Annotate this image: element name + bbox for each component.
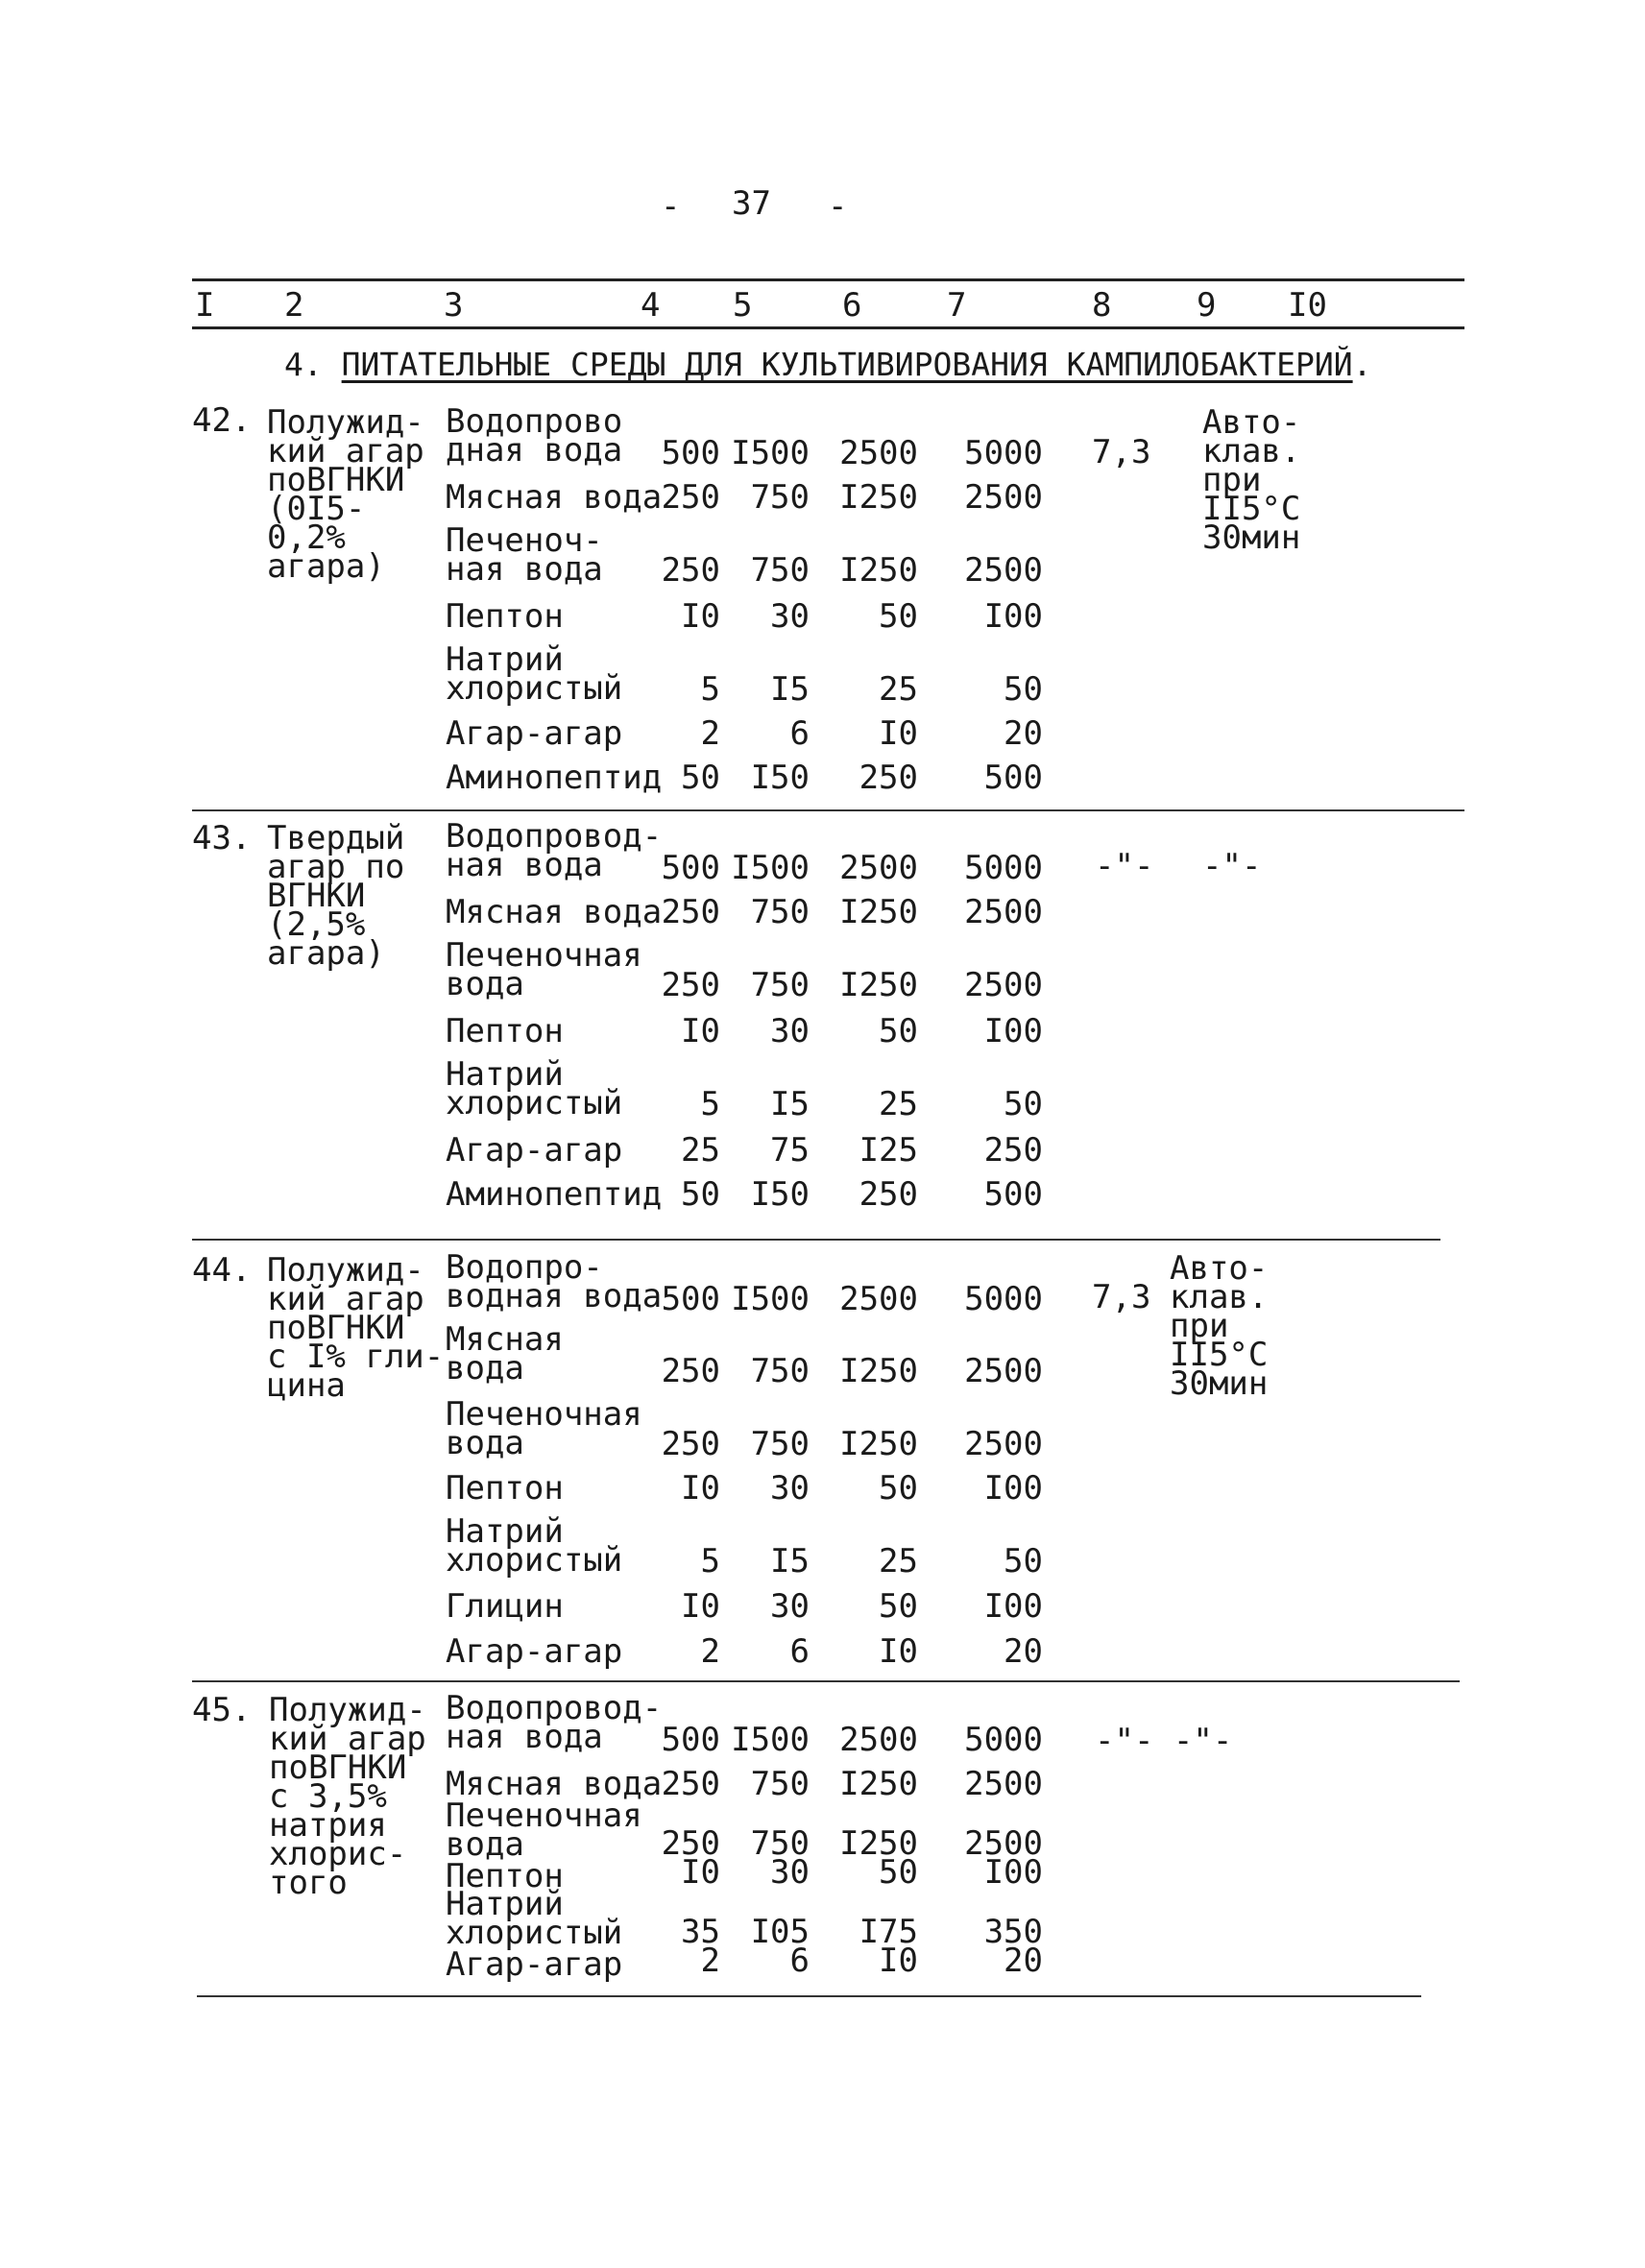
col-header-7: 7 bbox=[947, 286, 967, 325]
cell: 2500 bbox=[964, 551, 1043, 590]
cell: 750 bbox=[750, 551, 810, 590]
cell: I5 bbox=[770, 1085, 810, 1123]
entry-43-name: Твердый агар по ВГНКИ (2,5% агара) bbox=[267, 819, 405, 973]
header-bottom-rule bbox=[192, 326, 1464, 329]
cell: 75 bbox=[770, 1131, 810, 1170]
entry-45-row-3-label: Печеночная вода bbox=[446, 1797, 642, 1864]
cell: 30 bbox=[770, 1587, 810, 1626]
entry-44-name: Полужид- кий агар поВГНКИ с I% гли- цина bbox=[267, 1251, 445, 1405]
cell: 25 bbox=[879, 670, 918, 709]
cell: I250 bbox=[839, 893, 918, 931]
cell: 30 bbox=[770, 1469, 810, 1508]
cell: 50 bbox=[879, 1853, 918, 1892]
page-dash-left: - bbox=[661, 187, 681, 226]
entry-43-sterilization-ditto: -"- bbox=[1202, 847, 1262, 885]
entry-42-number: 42. bbox=[192, 401, 252, 440]
entry-42-row-5-label: Натрий хлористый bbox=[446, 640, 623, 708]
cell: 2500 bbox=[964, 966, 1043, 1004]
cell: 25 bbox=[879, 1085, 918, 1123]
cell: 2500 bbox=[964, 1352, 1043, 1390]
entry-43-ph-ditto: -"- bbox=[1095, 847, 1154, 885]
entry-43-row-2-label: Мясная вода bbox=[446, 893, 663, 931]
cell: 750 bbox=[750, 966, 810, 1004]
cell: 20 bbox=[1004, 714, 1043, 753]
cell: 750 bbox=[750, 1824, 810, 1863]
cell: I0 bbox=[681, 1587, 720, 1626]
cell: 2 bbox=[700, 1942, 720, 1980]
col-header-2: 2 bbox=[284, 286, 304, 325]
page-dash-right: - bbox=[828, 187, 848, 226]
cell: 250 bbox=[661, 893, 720, 931]
entry-45-row-1-label: Водопровод- ная вода bbox=[446, 1689, 663, 1756]
cell: 250 bbox=[661, 1824, 720, 1863]
entry-42-row-6-label: Агар-агар bbox=[446, 714, 623, 753]
cell: 500 bbox=[661, 434, 720, 472]
cell: I00 bbox=[983, 1469, 1043, 1508]
cell: 2500 bbox=[964, 893, 1043, 931]
entry-44-ph: 7,3 bbox=[1092, 1278, 1151, 1316]
section-title: ПИТАТЕЛЬНЫЕ СРЕДЫ ДЛЯ КУЛЬТИВИРОВАНИЯ КАМПИЛОБАКТЕРИЙ bbox=[341, 346, 1353, 383]
cell: 500 bbox=[661, 1280, 720, 1318]
cell: 250 bbox=[661, 966, 720, 1004]
cell: 6 bbox=[789, 1942, 810, 1980]
entry-45-number: 45. bbox=[192, 1691, 252, 1729]
entry-42-name: Полужид- кий агар поВГНКИ (0I5- 0,2% агара) bbox=[267, 403, 424, 586]
cell: 250 bbox=[661, 478, 720, 517]
section-heading bbox=[284, 346, 1372, 383]
entry-separator bbox=[192, 1239, 1440, 1241]
cell: 6 bbox=[789, 1632, 810, 1671]
cell: I0 bbox=[879, 1942, 918, 1980]
entry-separator bbox=[192, 809, 1464, 811]
entry-42-row-7-label: Аминопептид bbox=[446, 759, 663, 797]
entry-45-row-5-label: Натрий хлористый bbox=[446, 1885, 623, 1952]
cell: I05 bbox=[750, 1913, 810, 1951]
cell: 250 bbox=[859, 759, 918, 797]
cell: 250 bbox=[859, 1175, 918, 1214]
cell: I0 bbox=[879, 714, 918, 753]
cell: 50 bbox=[681, 1175, 720, 1214]
section-period: . bbox=[1352, 346, 1372, 383]
col-header-9: 9 bbox=[1197, 286, 1217, 325]
cell: 250 bbox=[661, 1425, 720, 1463]
entry-43-row-7-label: Аминопептид bbox=[446, 1175, 663, 1214]
cell: 750 bbox=[750, 478, 810, 517]
col-header-6: 6 bbox=[842, 286, 862, 325]
entry-44-row-4-label: Пептон bbox=[446, 1469, 564, 1508]
entry-45-row-4-label: Пептон bbox=[446, 1857, 564, 1895]
cell: 500 bbox=[983, 1175, 1043, 1214]
cell: 50 bbox=[1004, 1085, 1043, 1123]
table-bottom-rule bbox=[197, 1995, 1421, 1997]
entry-44-row-6-label: Глицин bbox=[446, 1587, 564, 1626]
cell: I500 bbox=[731, 849, 810, 887]
entry-44-row-2-label: Мясная вода bbox=[446, 1320, 564, 1387]
cell: 20 bbox=[1004, 1942, 1043, 1980]
entry-42-ph: 7,3 bbox=[1092, 433, 1151, 471]
cell: 50 bbox=[1004, 1542, 1043, 1580]
cell: 5000 bbox=[964, 849, 1043, 887]
cell: I25 bbox=[859, 1131, 918, 1170]
cell: 500 bbox=[983, 759, 1043, 797]
cell: 500 bbox=[661, 849, 720, 887]
col-header-1: I bbox=[195, 286, 215, 325]
section-number: 4. bbox=[284, 346, 323, 383]
cell: 2500 bbox=[964, 1824, 1043, 1863]
cell: 5 bbox=[700, 1085, 720, 1123]
cell: 250 bbox=[661, 1352, 720, 1390]
cell: 50 bbox=[681, 759, 720, 797]
page-number: 37 bbox=[732, 184, 771, 223]
entry-44-row-5-label: Натрий хлористый bbox=[446, 1512, 623, 1580]
cell: I500 bbox=[731, 1721, 810, 1759]
cell: 750 bbox=[750, 1352, 810, 1390]
cell: 30 bbox=[770, 597, 810, 636]
entry-43-row-6-label: Агар-агар bbox=[446, 1131, 623, 1170]
cell: 5000 bbox=[964, 1721, 1043, 1759]
cell: I250 bbox=[839, 1425, 918, 1463]
entry-45-name: Полужид- кий агар поВГНКИ с 3,5% натрия хлорис- того bbox=[269, 1691, 426, 1902]
entry-45-ditto: -"- -"- bbox=[1095, 1722, 1233, 1760]
cell: 5000 bbox=[964, 1280, 1043, 1318]
cell: 20 bbox=[1004, 1632, 1043, 1671]
entry-42-row-2-label: Мясная вода bbox=[446, 478, 663, 517]
cell: 50 bbox=[879, 1587, 918, 1626]
cell: I0 bbox=[681, 597, 720, 636]
cell: 50 bbox=[879, 597, 918, 636]
entry-44-row-7-label: Агар-агар bbox=[446, 1632, 623, 1671]
cell: 35 bbox=[681, 1913, 720, 1951]
cell: I00 bbox=[983, 1012, 1043, 1050]
cell: 25 bbox=[879, 1542, 918, 1580]
cell: I500 bbox=[731, 434, 810, 472]
cell: I50 bbox=[750, 759, 810, 797]
cell: I0 bbox=[681, 1469, 720, 1508]
entry-44-row-3-label: Печеночная вода bbox=[446, 1395, 642, 1462]
cell: 2 bbox=[700, 1632, 720, 1671]
cell: 750 bbox=[750, 893, 810, 931]
cell: 2500 bbox=[839, 1721, 918, 1759]
entry-42-row-4-label: Пептон bbox=[446, 597, 564, 636]
cell: I250 bbox=[839, 1765, 918, 1803]
entry-44-sterilization: Авто- клав. при II5°С 30мин bbox=[1170, 1249, 1269, 1403]
col-header-3: 3 bbox=[444, 286, 464, 325]
col-header-10: I0 bbox=[1288, 286, 1327, 325]
entry-42-sterilization: Авто- клав. при II5°С 30мин bbox=[1202, 403, 1301, 557]
cell: 250 bbox=[983, 1131, 1043, 1170]
col-header-4: 4 bbox=[641, 286, 661, 325]
col-header-8: 8 bbox=[1092, 286, 1112, 325]
cell: I0 bbox=[879, 1632, 918, 1671]
entry-43-row-3-label: Печеночная вода bbox=[446, 936, 642, 1003]
cell: 500 bbox=[661, 1721, 720, 1759]
entry-43-row-4-label: Пептон bbox=[446, 1012, 564, 1050]
cell: I250 bbox=[839, 1352, 918, 1390]
col-header-5: 5 bbox=[733, 286, 753, 325]
cell: 50 bbox=[879, 1469, 918, 1508]
cell: I5 bbox=[770, 1542, 810, 1580]
cell: I00 bbox=[983, 1587, 1043, 1626]
entry-42-row-1-label: Водопрово дная вода bbox=[446, 402, 623, 470]
cell: I00 bbox=[983, 1853, 1043, 1892]
cell: 2500 bbox=[839, 1280, 918, 1318]
cell: 5 bbox=[700, 670, 720, 709]
cell: 750 bbox=[750, 1765, 810, 1803]
cell: 2500 bbox=[964, 1765, 1043, 1803]
cell: I500 bbox=[731, 1280, 810, 1318]
cell: 5000 bbox=[964, 434, 1043, 472]
cell: I00 bbox=[983, 597, 1043, 636]
cell: 30 bbox=[770, 1853, 810, 1892]
cell: 50 bbox=[1004, 670, 1043, 709]
cell: 2500 bbox=[964, 1425, 1043, 1463]
cell: I250 bbox=[839, 478, 918, 517]
entry-42-row-3-label: Печеноч- ная вода bbox=[446, 521, 603, 589]
cell: 250 bbox=[661, 1765, 720, 1803]
cell: 2500 bbox=[839, 849, 918, 887]
cell: I5 bbox=[770, 670, 810, 709]
cell: 30 bbox=[770, 1012, 810, 1050]
entry-45-row-6-label: Агар-агар bbox=[446, 1945, 623, 1984]
cell: I50 bbox=[750, 1175, 810, 1214]
cell: I75 bbox=[859, 1913, 918, 1951]
cell: 2500 bbox=[964, 478, 1043, 517]
cell: 750 bbox=[750, 1425, 810, 1463]
cell: I0 bbox=[681, 1853, 720, 1892]
cell: 50 bbox=[879, 1012, 918, 1050]
entry-separator bbox=[192, 1680, 1460, 1682]
cell: 5 bbox=[700, 1542, 720, 1580]
cell: 2 bbox=[700, 714, 720, 753]
cell: 6 bbox=[789, 714, 810, 753]
cell: 2500 bbox=[839, 434, 918, 472]
cell: I0 bbox=[681, 1012, 720, 1050]
entry-43-row-5-label: Натрий хлористый bbox=[446, 1055, 623, 1122]
entry-43-row-1-label: Водопровод- ная вода bbox=[446, 817, 663, 884]
table-top-rule bbox=[192, 278, 1464, 281]
cell: I250 bbox=[839, 551, 918, 590]
entry-44-row-1-label: Водопро- водная вода bbox=[446, 1248, 663, 1315]
cell: 350 bbox=[983, 1913, 1043, 1951]
cell: I250 bbox=[839, 966, 918, 1004]
cell: I250 bbox=[839, 1824, 918, 1863]
entry-44-number: 44. bbox=[192, 1251, 252, 1290]
cell: 25 bbox=[681, 1131, 720, 1170]
cell: 250 bbox=[661, 551, 720, 590]
entry-45-row-2-label: Мясная вода bbox=[446, 1765, 663, 1803]
entry-43-number: 43. bbox=[192, 819, 252, 857]
